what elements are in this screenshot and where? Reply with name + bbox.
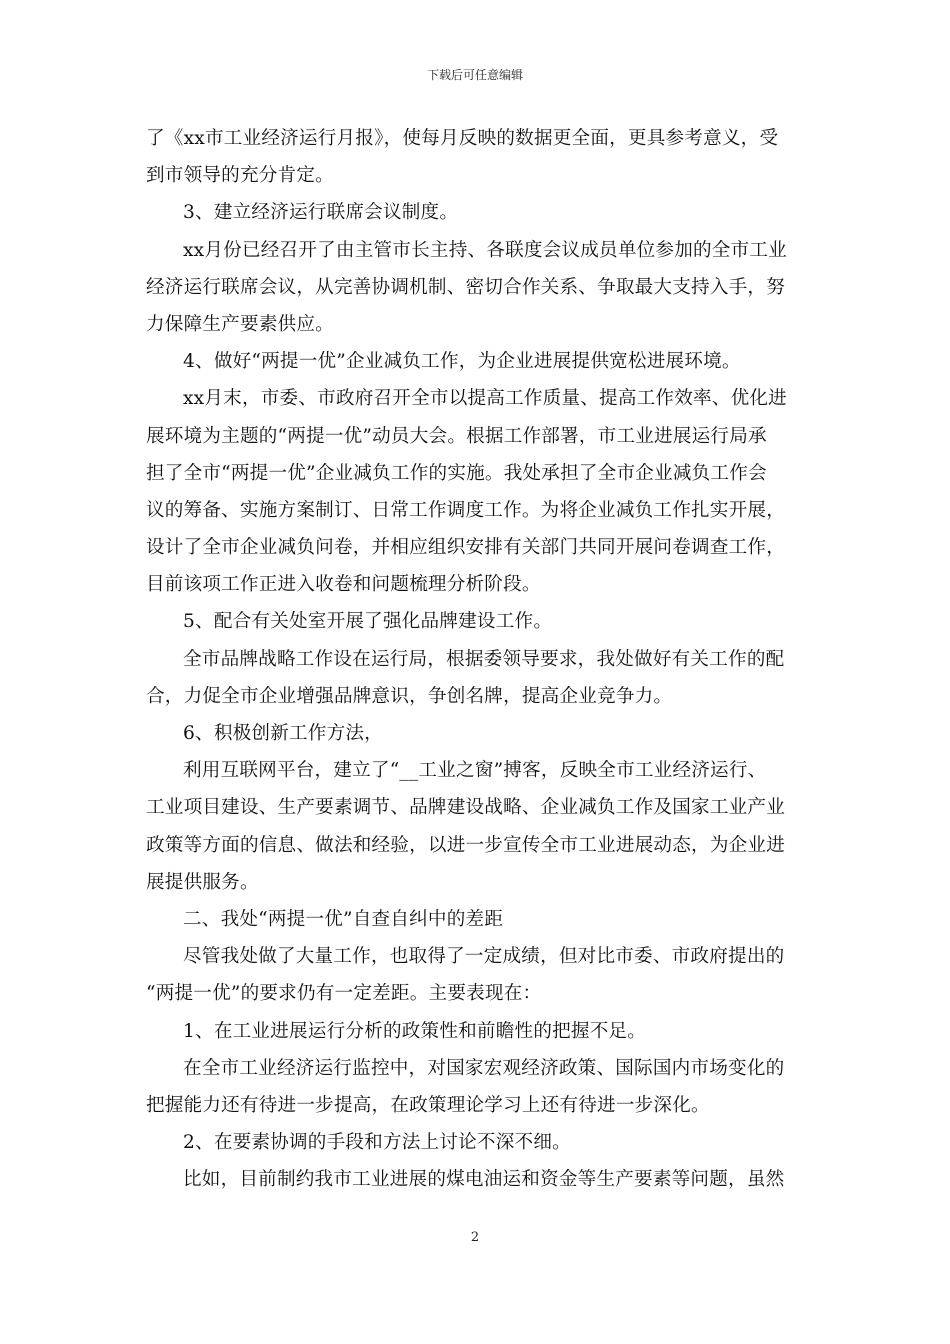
paragraph-start: xx月末，市委、市政府召开全市以提高工作质量、提高工作效率、优化进 [183,388,787,410]
text-line: 经济运行联席会议，从完善协调机制、密切合作关系、争取最大支持入手，努 [146,276,785,298]
section-heading: 3、建立经济运行联席会议制度。 [183,202,459,224]
text-line: 设计了全市企业减负问卷，并相应组织安排有关部门共同开展问卷调查工作， [146,537,785,559]
text-line: 展环境为主题的“两提一优”动员大会。根据工作部署，市工业进展运行局承 [146,425,767,447]
text-line: 展提供服务。 [146,871,259,893]
section-heading: 1、在工业进展运行分析的政策性和前瞻性的把握不足。 [183,1020,647,1042]
text-line: “两提一优”的要求仍有一定差距。主要表现在： [146,983,542,1005]
paragraph-start: 在全市工业经济运行监控中，对国家宏观经济政策、国际国内市场变化的 [183,1057,785,1079]
text-line: 到市领导的充分肯定。 [146,165,334,187]
section-heading: 2、在要素协调的手段和方法上讨论不深不细。 [183,1132,571,1154]
text-line: 力保障生产要素供应。 [146,313,334,335]
section-heading: 二、我处“两提一优”自查自纠中的差距 [183,908,504,930]
text-line: 工业项目建设、生产要素调节、品牌建设战略、企业减负工作及国家工业产业 [146,797,785,819]
text-line: 了《xx市工业经济运行月报》，使每月反映的数据更全面，更具参考意义，受 [146,128,779,149]
section-heading: 4、做好“两提一优”企业减负工作，为企业进展提供宽松进展环境。 [183,351,741,373]
paragraph-start: xx月份已经召开了由主管市长主持、各联度会议成员单位参加的全市工业 [183,239,787,261]
paragraph-start: 利用互联网平台，建立了“__工业之窗”搏客，反映全市工业经济运行、 [183,760,767,782]
text-line: 目前该项工作正进入收卷和问题梳理分析阶段。 [146,574,541,596]
paragraph-start: 尽管我处做了大量工作，也取得了一定成绩，但对比市委、市政府提出的 [183,946,785,968]
text-line: 政策等方面的信息、做法和经验，以进一步宣传全市工业进展动态，为企业进 [146,834,785,856]
paragraph-start: 比如，目前制约我市工业进展的煤电油运和资金等生产要素等问题，虽然 [183,1169,785,1191]
text-line: 合，力促全市企业增强品牌意识，争创名牌，提高企业竞争力。 [146,685,673,707]
text-line: 把握能力还有待进一步提高，在政策理论学习上还有待进一步深化。 [146,1094,710,1116]
page-number: 2 [470,1230,480,1245]
document-body [146,120,810,1198]
text-line: 议的筹备、实施方案制订、日常工作调度工作。为将企业减负工作扎实开展， [146,499,785,521]
paragraph-start: 全市品牌战略工作设在运行局，根据委领导要求，我处做好有关工作的配 [183,648,785,670]
page-header: 下载后可任意编辑 [426,68,523,82]
section-heading: 6、积极创新工作方法， [183,723,383,744]
text-line: 担了全市“两提一优”企业减负工作的实施。我处承担了全市企业减负工作会 [146,462,767,484]
section-heading: 5、配合有关处室开展了强化品牌建设工作。 [183,611,553,633]
